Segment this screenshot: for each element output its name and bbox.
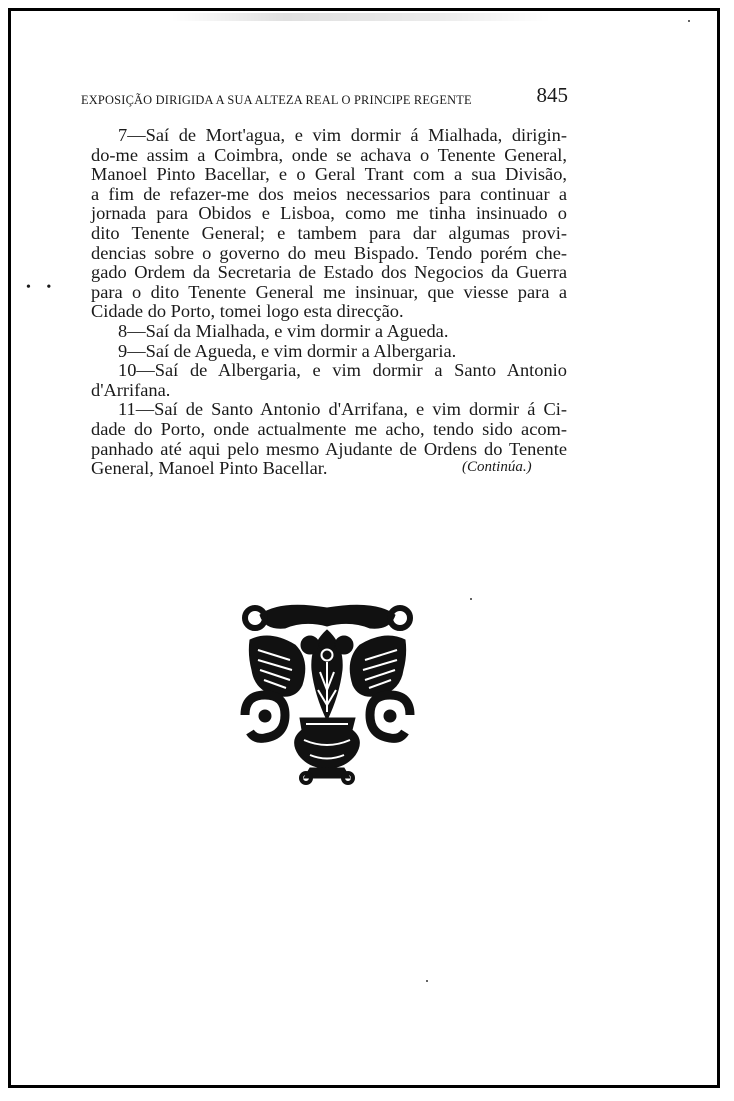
text-line: 11—Saí de Santo Antonio d'Arrifana, e vim dormir á Ci- bbox=[118, 399, 567, 420]
paragraph-9 bbox=[91, 342, 567, 362]
text-line: para o dito Tenente General me insinuar, que viesse para a bbox=[91, 281, 567, 302]
scan-shading bbox=[171, 13, 551, 21]
text-line: do-me assim a Coimbra, onde se achava o Tenente General, bbox=[91, 144, 567, 165]
vase-ornament-icon bbox=[240, 600, 415, 785]
paragraph-8 bbox=[91, 322, 567, 342]
text-line: 7—Saí de Mort'agua, e vim dormir á Mialhada, dirigin- bbox=[118, 125, 567, 145]
text-line: 8—Saí da Mialhada, e vim dormir a Agueda. bbox=[118, 320, 449, 341]
text-line: Manoel Pinto Bacellar, e o Geral Trant com a sua Divisão, bbox=[91, 164, 567, 185]
page-number: 845 bbox=[536, 83, 568, 107]
text-line: gado Ordem da Secretaria de Estado dos Negocios da Guerra bbox=[91, 262, 567, 283]
paragraph-7 bbox=[91, 126, 567, 322]
text-line: Cidade do Porto, tomei logo esta direcção. bbox=[91, 301, 404, 322]
scan-speck bbox=[426, 980, 428, 982]
text-line: dito Tenente General; e tambem para dar algumas provi- bbox=[91, 222, 567, 243]
text-line: d'Arrifana. bbox=[91, 379, 171, 400]
continua-note: (Continúa.) bbox=[462, 459, 532, 475]
text-line: dencias sobre o governo do meu Bispado. Tendo porém che- bbox=[91, 242, 567, 263]
running-head bbox=[81, 82, 568, 112]
text-line: dade do Porto, onde actualmente me acho, tendo sido acom- bbox=[91, 418, 567, 439]
margin-mark: • • bbox=[26, 280, 58, 295]
text-line: 10—Saí de Albergaria, e vim dormir a Santo Antonio bbox=[118, 360, 567, 381]
scan-speck bbox=[688, 20, 690, 22]
text-line: panhado até aqui pelo mesmo Ajudante de Ordens do Tenente bbox=[91, 438, 567, 459]
paragraph-10 bbox=[91, 361, 567, 400]
scan-speck bbox=[470, 598, 472, 600]
text-line: General, Manoel Pinto Bacellar. bbox=[91, 458, 328, 479]
running-title: EXPOSIÇÃO DIRIGIDA A SUA ALTEZA REAL O PRINCIPE REGENTE bbox=[81, 93, 472, 107]
text-line: 9—Saí de Agueda, e vim dormir a Albergaria. bbox=[118, 340, 457, 361]
text-line: jornada para Obidos e Lisboa, como me tinha insinuado o bbox=[91, 203, 567, 224]
body-text bbox=[91, 126, 567, 479]
text-line: a fim de refazer-me dos meios necessarios para continuar a bbox=[91, 183, 567, 204]
